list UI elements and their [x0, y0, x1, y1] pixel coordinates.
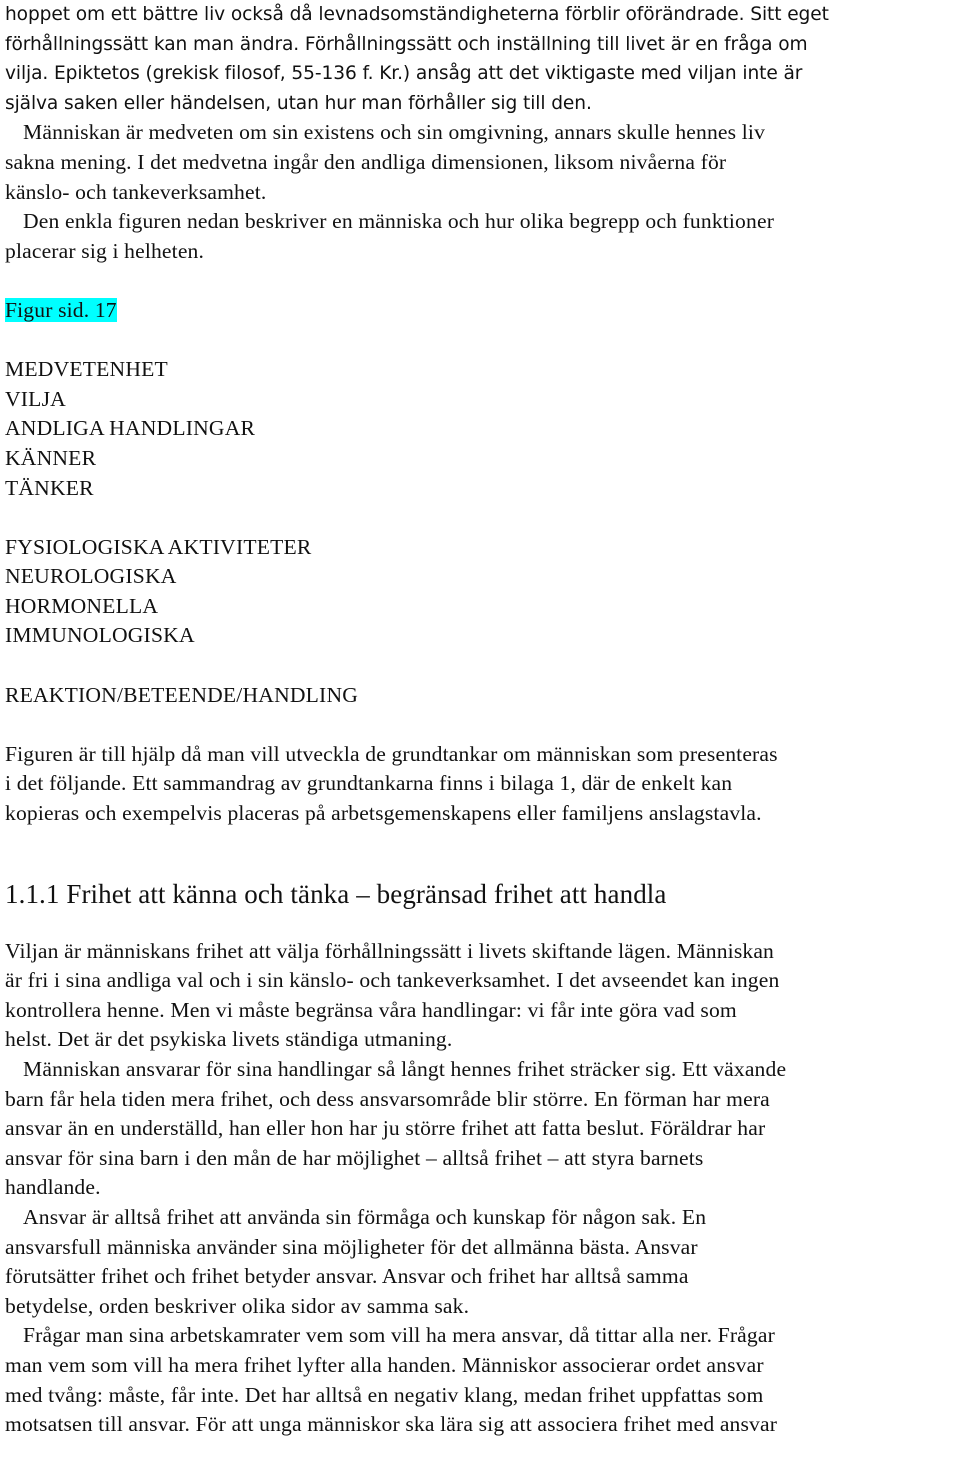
figure-group-physiology: [5, 533, 958, 651]
text-line: förhållningssätt kan man ändra. Förhållningssätt och inställning till livet är en fråga om: [5, 33, 808, 55]
figure-group-behaviour: [5, 681, 958, 711]
text-line: kopieras och exempelvis placeras på arbetsgemenskapens eller familjens anslagstavla.: [5, 801, 762, 826]
figure-term: FYSIOLOGISKA AKTIVITETER: [5, 534, 312, 559]
figure-reference: [5, 296, 958, 326]
spacer: [5, 710, 958, 740]
figure-group-psyche: [5, 355, 958, 503]
figure-term: KÄNNER: [5, 445, 97, 470]
text-line: ansvarsfull människa använder sina möjligheter för det allmänna bästa. Ansvar: [5, 1234, 698, 1259]
text-line: med tvång: måste, får inte. Det har alltså en negativ klang, medan frihet uppfattas som: [5, 1382, 764, 1407]
figure-term: IMMUNOLOGISKA: [5, 623, 195, 648]
ansvar-paragraph: [5, 1055, 958, 1203]
figure-term: VILJA: [5, 386, 66, 411]
text-line: känslo- och tankeverksamhet.: [5, 179, 267, 204]
document-page: [5, 0, 958, 1440]
text-line: förutsätter frihet och frihet betyder ansvar. Ansvar och frihet har alltså samma: [5, 1264, 689, 1289]
text-line: ansvar än en underställd, han eller hon har ju större frihet att fatta beslut. Föräldrar har: [5, 1116, 766, 1141]
text-line: placerar sig i helheten.: [5, 238, 205, 263]
text-line: Människan ansvarar för sina handlingar så långt hennes frihet sträcker sig. Ett växande: [23, 1057, 787, 1081]
text-line: barn får hela tiden mera frihet, och dess ansvarsområde blir större. En förman har mera: [5, 1086, 770, 1111]
spacer: [5, 829, 958, 876]
figure-reference-label: Figur sid. 17: [5, 297, 117, 322]
figure-term: REAKTION/BETEENDE/HANDLING: [5, 682, 359, 707]
text-line: Den enkla figuren nedan beskriver en människa och hur olika begrepp och funktioner: [23, 209, 775, 234]
figure-help-paragraph: [5, 740, 958, 829]
text-line: Viljan är människans frihet att välja förhållningssätt i livets skiftande lägen. Människan: [5, 938, 774, 963]
spacer: [5, 912, 958, 937]
figure-term: NEUROLOGISKA: [5, 564, 177, 589]
text-line: själva saken eller händelsen, utan hur man förhåller sig till den.: [5, 92, 592, 114]
text-line: ansvar för sina barn i den mån de har möjlighet – alltså frihet – att styra barnets: [5, 1145, 704, 1170]
existens-paragraph: [5, 118, 958, 207]
intro-paragraph: [5, 0, 958, 118]
text-line: handlande.: [5, 1175, 101, 1200]
figure-intro-paragraph: [5, 207, 958, 266]
text-line: vilja. Epiktetos (grekisk filosof, 55-136 f. Kr.) ansåg att det viktigaste med viljan inte är: [5, 63, 803, 85]
text-line: Människan är medveten om sin existens och sin omgivning, annars skulle hennes liv: [23, 120, 766, 145]
figure-term: HORMONELLA: [5, 593, 159, 618]
text-line: motsatsen till ansvar. För att unga människor ska lära sig att associera frihet med ansvar: [5, 1412, 778, 1437]
text-line: Frågar man sina arbetskamrater vem som vill ha mera ansvar, då tittar alla ner. Frågar: [23, 1323, 775, 1348]
text-line: i det följande. Ett sammandrag av grundtankarna finns i bilaga 1, där de enkelt kan: [5, 771, 733, 796]
text-line: Figuren är till hjälp då man vill utveckla de grundtankar om människan som presenteras: [5, 741, 778, 766]
text-line: kontrollera henne. Men vi måste begränsa våra handlingar: vi får inte göra vad som: [5, 997, 737, 1022]
text-line: hoppet om ett bättre liv också då levnadsomständigheterna förblir oförändrade. Sitt eget: [5, 4, 829, 25]
text-line: man vem som vill ha mera frihet lyfter alla handen. Människor associerar ordet ansvar: [5, 1352, 764, 1377]
spacer: [5, 266, 958, 296]
text-line: helst. Det är det psykiska livets ständiga utmaning.: [5, 1027, 453, 1052]
spacer: [5, 503, 958, 533]
text-line: betydelse, orden beskriver olika sidor av samma sak.: [5, 1293, 470, 1318]
spacer: [5, 651, 958, 681]
figure-term: MEDVETENHET: [5, 357, 168, 382]
figure-term: TÄNKER: [5, 475, 94, 500]
frihet-ansvar-paragraph: [5, 1203, 958, 1321]
arbetskamrater-paragraph: [5, 1321, 958, 1439]
text-line: sakna mening. I det medvetna ingår den andliga dimensionen, liksom nivåerna för: [5, 149, 727, 174]
text-line: Ansvar är alltså frihet att använda sin förmåga och kunskap för någon sak. En: [23, 1204, 707, 1229]
viljan-paragraph: [5, 937, 958, 1055]
spacer: [5, 326, 958, 356]
text-line: är fri i sina andliga val och i sin känslo- och tankeverksamhet. I det avseendet kan ingen: [5, 968, 780, 993]
section-heading: 1.1.1 Frihet att känna och tänka – begränsad frihet att handla: [5, 878, 667, 909]
figure-term: ANDLIGA HANDLINGAR: [5, 416, 256, 441]
